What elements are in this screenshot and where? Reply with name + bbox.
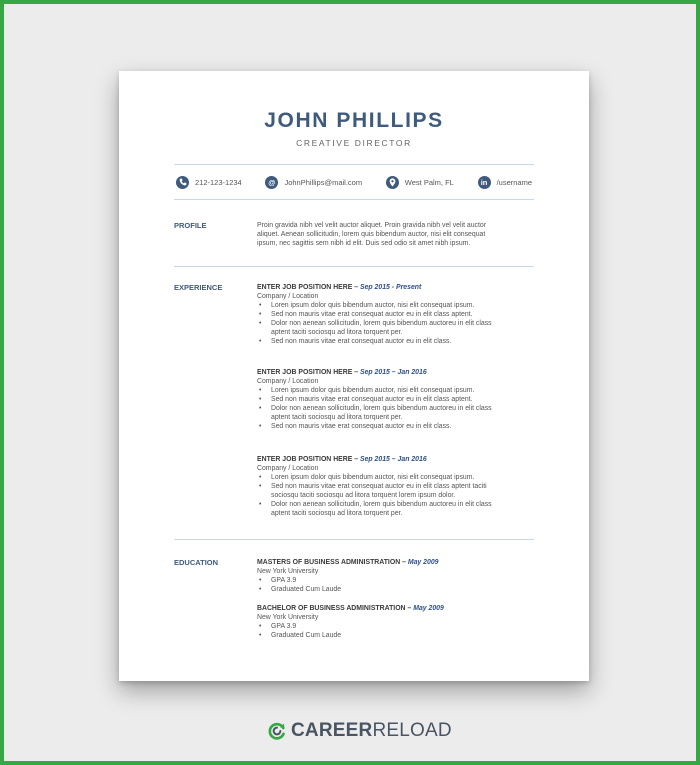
- job-title: ENTER JOB POSITION HERE – Sep 2015 – Jan 2016: [257, 456, 427, 463]
- job-title: ENTER JOB POSITION HERE – Sep 2015 - Present: [257, 284, 422, 291]
- profile-heading: PROFILE: [174, 221, 207, 230]
- contact-location: [386, 176, 454, 189]
- divider: [174, 199, 534, 200]
- contact-phone-text: 212-123-1234: [195, 177, 242, 187]
- list-item: • Dolor non aenean sollicitudin, lorem quis bibendum auctoreu in elit class aptent taciti sociosqu ad litora torquent per.: [257, 404, 527, 422]
- job-date: Sep 2015 - Present: [360, 284, 422, 291]
- education-heading: EDUCATION: [174, 558, 219, 567]
- reload-icon: [267, 721, 287, 741]
- list-item: • Loren ipsum dolor quis bibendum auctor, nisi elit consequat ipsum.: [257, 301, 527, 310]
- list-item: • GPA 3.9: [257, 622, 527, 631]
- list-item: • Sed non mauris vitae erat consequat auctor eu in elit class.: [257, 422, 527, 431]
- job-bullets: [257, 301, 527, 346]
- degree-date: May 2009: [407, 559, 439, 566]
- list-item: • Sed non mauris vitae erat consequat auctor eu in elit class aptent taciti sociosqu taciti sociosqu ad litora torquent lorem ipsum dolor.: [257, 482, 527, 500]
- resume-job-title: CREATIVE DIRECTOR: [296, 138, 412, 148]
- phone-icon: [176, 176, 189, 189]
- divider: [174, 164, 534, 165]
- job-company: Company / Location: [257, 293, 319, 300]
- school-name: New York University: [257, 568, 319, 575]
- profile-line: ipsum, nec sagittis sem nibh id elit. Duis sed odio sit amet nibh ipsum.: [257, 240, 471, 247]
- contact-phone: [176, 176, 242, 189]
- job-date: Sep 2015 – Jan 2016: [360, 456, 427, 463]
- contact-linkedin: [478, 176, 532, 189]
- profile-section: [257, 221, 527, 248]
- degree-bullets: [257, 622, 527, 640]
- profile-line: aliquet. Aenean sollicitudin, lorem quis bibendum auctor, nisi elit consequat: [257, 231, 486, 238]
- job-bullets: [257, 386, 527, 431]
- degree-date: May 2009: [413, 605, 444, 612]
- contact-email: [265, 176, 362, 189]
- job-entry: [257, 283, 527, 346]
- job-entry: [257, 455, 527, 518]
- contact-location-text: West Palm, FL: [404, 177, 454, 187]
- resume-page: [119, 71, 589, 681]
- contact-linkedin-text: /username: [496, 177, 532, 187]
- resume-name: JOHN PHILLIPS: [264, 109, 444, 132]
- location-pin-icon: [386, 176, 399, 189]
- job-bullets: [257, 473, 527, 518]
- job-company: Company / Location: [257, 378, 319, 385]
- degree-title: MASTERS OF BUSINESS ADMINISTRATION – May 2009: [257, 559, 439, 566]
- list-item: • Sed non mauris vitae erat consequat auctor eu in elit class.: [257, 337, 527, 346]
- list-item: • Loren ipsum dolor quis bibendum auctor, nisi elit consequat ipsum.: [257, 473, 527, 482]
- degree-bullets: [257, 576, 527, 594]
- divider: [174, 266, 534, 267]
- at-icon: @: [265, 176, 278, 189]
- education-entry: [257, 604, 527, 640]
- divider: [174, 539, 534, 540]
- contact-email-text: JohnPhillips@mail.com: [284, 177, 363, 187]
- brand-text-reload: RELOAD: [372, 720, 452, 741]
- list-item: • Sed non mauris vitae erat consequat auctor eu in elit class aptent.: [257, 310, 527, 319]
- list-item: • GPA 3.9: [257, 576, 527, 585]
- list-item: • Sed non mauris vitae erat consequat auctor eu in elit class aptent.: [257, 395, 527, 404]
- list-item: • Graduated Cum Laude: [257, 585, 527, 594]
- job-title: ENTER JOB POSITION HERE – Sep 2015 – Jan 2016: [257, 369, 427, 376]
- job-entry: [257, 368, 527, 431]
- education-entry: [257, 558, 527, 594]
- contact-bar: [174, 174, 534, 190]
- brand-text-career: CAREER: [291, 720, 373, 741]
- list-item: • Graduated Cum Laude: [257, 631, 527, 640]
- list-item: • Dolor non aenean sollicitudin, lorem quis bibendum auctoreu in elit class aptent taciti sociosqu ad litora torquent per.: [257, 500, 527, 518]
- job-company: Company / Location: [257, 465, 319, 472]
- job-date: Sep 2015 – Jan 2016: [360, 369, 427, 376]
- school-name: New York University: [257, 614, 319, 621]
- list-item: • Dolor non aenean sollicitudin, lorem quis bibendum auctoreu in elit class aptent taciti sociosqu ad litora torquent per.: [257, 319, 527, 337]
- experience-heading: EXPERIENCE: [174, 283, 223, 292]
- degree-title: BACHELOR OF BUSINESS ADMINISTRATION – May 2009: [257, 605, 444, 612]
- linkedin-icon: in: [478, 176, 491, 189]
- profile-line: Proin gravida nibh vel velit auctor aliquet. Proin gravida nibh vel velit auctor: [257, 222, 487, 229]
- careerreload-logo: [267, 719, 452, 743]
- list-item: • Loren ipsum dolor quis bibendum auctor, nisi elit consequat ipsum.: [257, 386, 527, 395]
